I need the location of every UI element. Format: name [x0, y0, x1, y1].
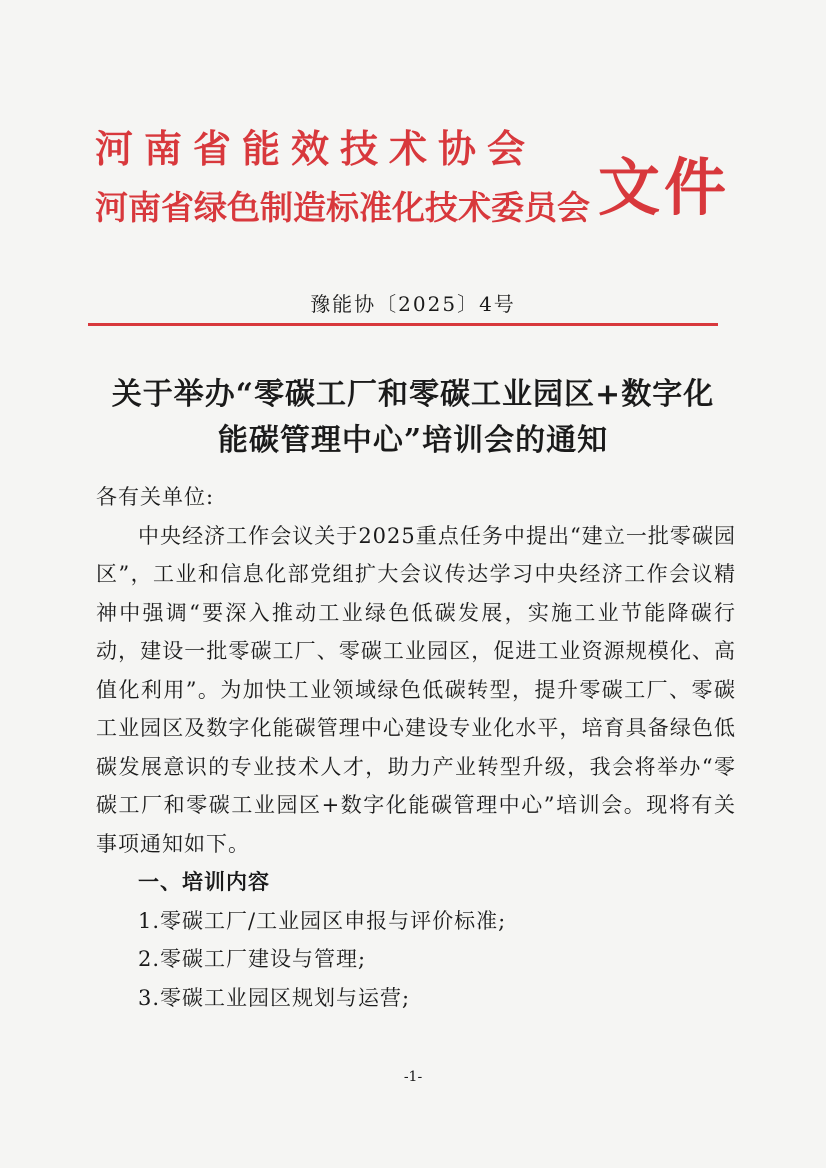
list-item: 3.零碳工业园区规划与运营; — [138, 985, 411, 1010]
list-item: 1.零碳工厂/工业园区申报与评价标准; — [138, 908, 507, 933]
issuing-org-1: 河南省能效技术协会 — [95, 126, 537, 171]
page-number: -1- — [403, 1069, 423, 1085]
section-heading: 一、培训内容 — [138, 869, 270, 894]
issuing-org-2: 河南省绿色制造标准化技术委员会 — [95, 188, 590, 227]
red-divider — [88, 323, 718, 326]
salutation: 各有关单位: — [96, 485, 215, 509]
title-line-2: 能碳管理中心”培训会的通知 — [217, 423, 609, 458]
document-type-label: 文件 — [598, 151, 731, 224]
list-item: 2.零碳工厂建设与管理; — [138, 947, 367, 971]
document-title — [60, 372, 766, 464]
title-line-1: 关于举办“零碳工厂和零碳工业园区+数字化 — [111, 377, 715, 412]
document-body — [96, 478, 736, 1017]
body-paragraph: 中央经济工作会议关于2025重点任务中提出“建立一批零碳园区”，工业和信息化部党组扩大会议传达学习中央经济工作会议精神中强调“要深入推动工业绿色低碳发展，实施工业节能降碳行动，建设一批零碳工厂、零碳工业园区，促进工业资源规模化、高值化利用”。为加快工业领域绿色低碳转型，提升零碳工厂、零碳工业园区及数字化能碳管理中心建设专业化水平，培育具备绿色低碳发展意识的专业技术人才，助力产业转型升级，我会将举办“零碳工厂和零碳工业园区+数字化能碳管理中心”培训会。现将有关事项通知如下。 — [96, 523, 736, 856]
document-number: 豫能协〔2025〕4号 — [310, 292, 516, 316]
